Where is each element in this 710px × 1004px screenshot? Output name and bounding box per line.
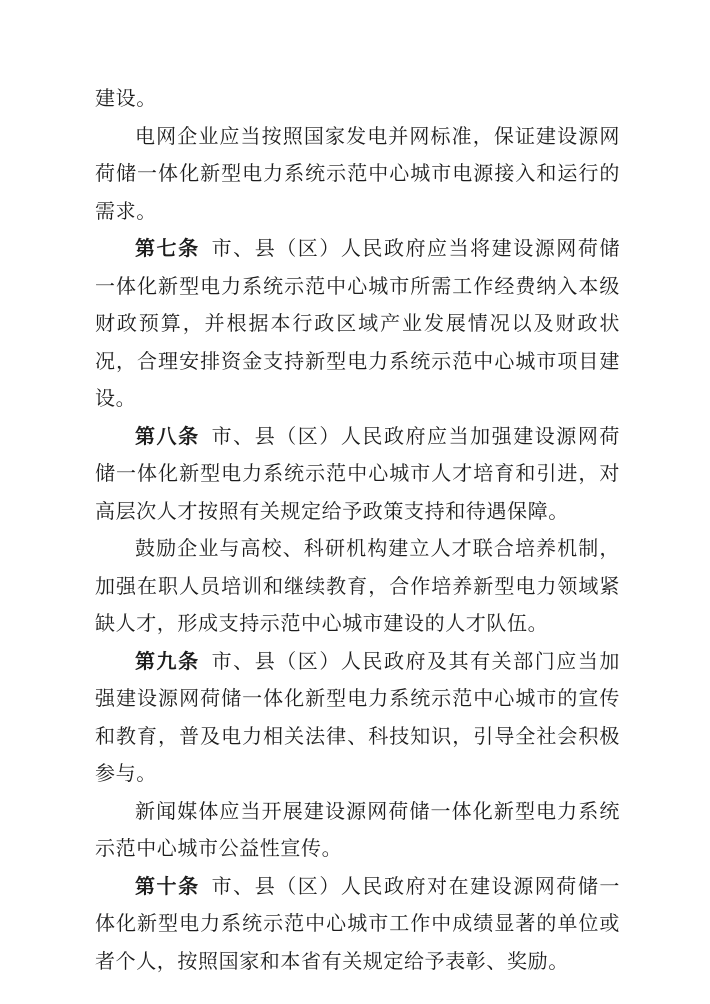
paragraph-text: 建设。: [95, 88, 157, 110]
paragraph-text: 新闻媒体应当开展建设源网荷储一体化新型电力系统示范中心城市公益性宣传。: [95, 800, 620, 860]
paragraph: [95, 644, 620, 794]
paragraph-text: 电网企业应当按照国家发电并网标准，保证建设源网荷储一体化新型电力系统示范中心城市电源接入和运行的需求。: [95, 125, 620, 223]
paragraph: [95, 81, 620, 119]
article-number: 第十条: [135, 875, 200, 898]
paragraph-text: 市、县（区）人民政府应当加强建设源网荷储一体化新型电力系统示范中心城市人才培育和引进，对高层次人才按照有关规定给予政策支持和待遇保障。: [95, 425, 620, 523]
paragraph: [95, 531, 620, 644]
paragraph: [95, 119, 620, 232]
paragraph: [95, 419, 620, 532]
paragraph-text: 市、县（区）人民政府应当将建设源网荷储一体化新型电力系统示范中心城市所需工作经费纳入本级财政预算，并根据本行政区域产业发展情况以及财政状况，合理安排资金支持新型电力系统示范中心城市项目建设。: [95, 238, 620, 410]
paragraph: [95, 869, 620, 982]
paragraph-text: 市、县（区）人民政府对在建设源网荷储一体化新型电力系统示范中心城市工作中成绩显著的单位或者个人，按照国家和本省有关规定给予表彰、奖励。: [95, 875, 620, 973]
paragraph-text: 鼓励企业与高校、科研机构建立人才联合培养机制，加强在职人员培训和继续教育，合作培养新型电力领域紧缺人才，形成支持示范中心城市建设的人才队伍。: [95, 538, 620, 635]
article-number: 第九条: [135, 650, 200, 673]
article-number: 第八条: [135, 425, 200, 448]
paragraph-text: 市、县（区）人民政府及其有关部门应当加强建设源网荷储一体化新型电力系统示范中心城市的宣传和教育，普及电力相关法律、科技知识，引导全社会积极参与。: [95, 650, 620, 785]
article-number: 第七条: [135, 238, 200, 260]
paragraph: [95, 231, 620, 419]
paragraph: [95, 794, 620, 869]
document-body: [95, 81, 620, 981]
